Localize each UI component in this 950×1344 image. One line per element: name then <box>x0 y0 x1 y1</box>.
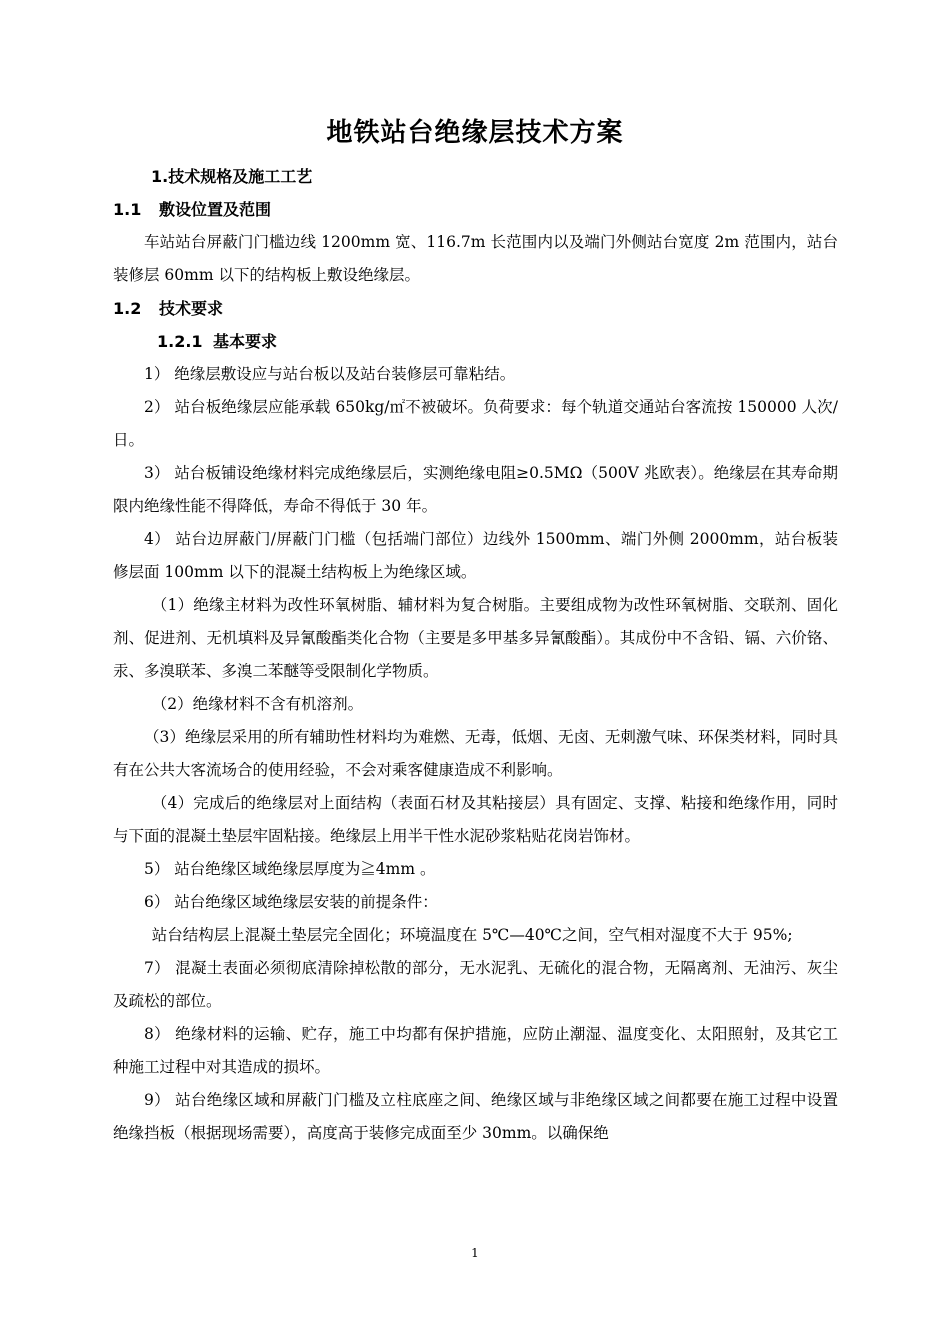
list-item-5: 5） 站台绝缘区域绝缘层厚度为≧4mm 。 <box>144 860 436 878</box>
page-number: 1 <box>471 1246 479 1260</box>
list-item-2: 2） 站台板绝缘层应能承载 650kg/㎡不被破坏。负荷要求：每个轨道交通站台客流按 150000 人次/日。 <box>113 398 838 449</box>
list-item-3: 3） 站台板铺设绝缘材料完成绝缘层后，实测绝缘电阻≥0.5MΩ（500V 兆欧表）。绝缘层在其寿命期限内绝缘性能不得降低，寿命不得低于 30 年。 <box>113 464 838 515</box>
paragraph-laying-scope: 车站站台屏蔽门门槛边线 1200mm 宽、116.7m 长范围内以及端门外侧站台宽度 2m 范围内，站台装修层 60mm 以下的结构板上敷设绝缘层。 <box>113 233 838 284</box>
list-item-1: 1） 绝缘层敷设应与站台板以及站台装修层可靠粘结。 <box>144 365 516 383</box>
heading-section-1-2-1 <box>113 325 838 358</box>
document-title: 地铁站台绝缘层技术方案 <box>326 118 624 148</box>
section-1-1-title: 敷设位置及范围 <box>159 200 272 219</box>
sub-item-2: （2）绝缘材料不含有机溶剂。 <box>151 695 364 713</box>
section-1-2-title: 技术要求 <box>159 299 224 318</box>
section-1-2-number: 1.2 <box>113 299 142 318</box>
list-item-8: 8） 绝缘材料的运输、贮存，施工中均都有保护措施，应防止潮湿、温度变化、太阳照射，及其它工种施工过程中对其造成的损坏。 <box>113 1025 838 1076</box>
list-item-6-detail: 站台结构层上混凝土垫层完全固化；环境温度在 5℃—40℃之间，空气相对湿度不大于 95%; <box>151 926 793 944</box>
list-item-7: 7） 混凝土表面必须彻底清除掉松散的部分，无水泥乳、无硫化的混合物，无隔离剂、无油污、灰尘及疏松的部位。 <box>113 959 838 1010</box>
list-item-6: 6） 站台绝缘区域绝缘层安装的前提条件： <box>144 893 438 911</box>
list-item-4: 4） 站台边屏蔽门/屏蔽门门槛（包括端门部位）边线外 1500mm、端门外侧 2000mm，站台板装修层面 100mm 以下的混凝土结构板上为绝缘区域。 <box>113 530 838 581</box>
sub-item-4: （4）完成后的绝缘层对上面结构（表面石材及其粘接层）具有固定、支撑、粘接和绝缘作用，同时与下面的混凝土垫层牢固粘接。绝缘层上用半干性水泥砂浆粘贴花岗岩饰材。 <box>113 794 838 845</box>
document-body <box>113 160 838 1150</box>
sub-item-1: （1）绝缘主材料为改性环氧树脂、辅材料为复合树脂。主要组成物为改性环氧树脂、交联剂、固化剂、促进剂、无机填料及异氰酸酯类化合物（主要是多甲基多异氰酸酯）。其成份中不含铅、镉、六价铬、汞、多溴联苯、多溴二苯醚等受限制化学物质。 <box>113 596 838 680</box>
heading-technical-specs: 1.技术规格及施工工艺 <box>151 167 313 186</box>
heading-section-1-2 <box>113 292 838 325</box>
heading-section-1-1 <box>113 193 838 226</box>
sub-item-3: （3）绝缘层采用的所有辅助性材料均为难燃、无毒，低烟、无卤、无刺激气味、环保类材料，同时具有在公共大客流场合的使用经验，不会对乘客健康造成不利影响。 <box>113 728 838 779</box>
section-1-1-number: 1.1 <box>113 200 142 219</box>
list-item-9: 9） 站台绝缘区域和屏蔽门门槛及立柱底座之间、绝缘区域与非绝缘区域之间都要在施工过程中设置绝缘挡板（根据现场需要），高度高于装修完成面至少 30mm。以确保绝 <box>113 1091 838 1142</box>
section-1-2-1-number: 1.2.1 <box>157 332 203 351</box>
section-1-2-1-title: 基本要求 <box>213 332 278 351</box>
